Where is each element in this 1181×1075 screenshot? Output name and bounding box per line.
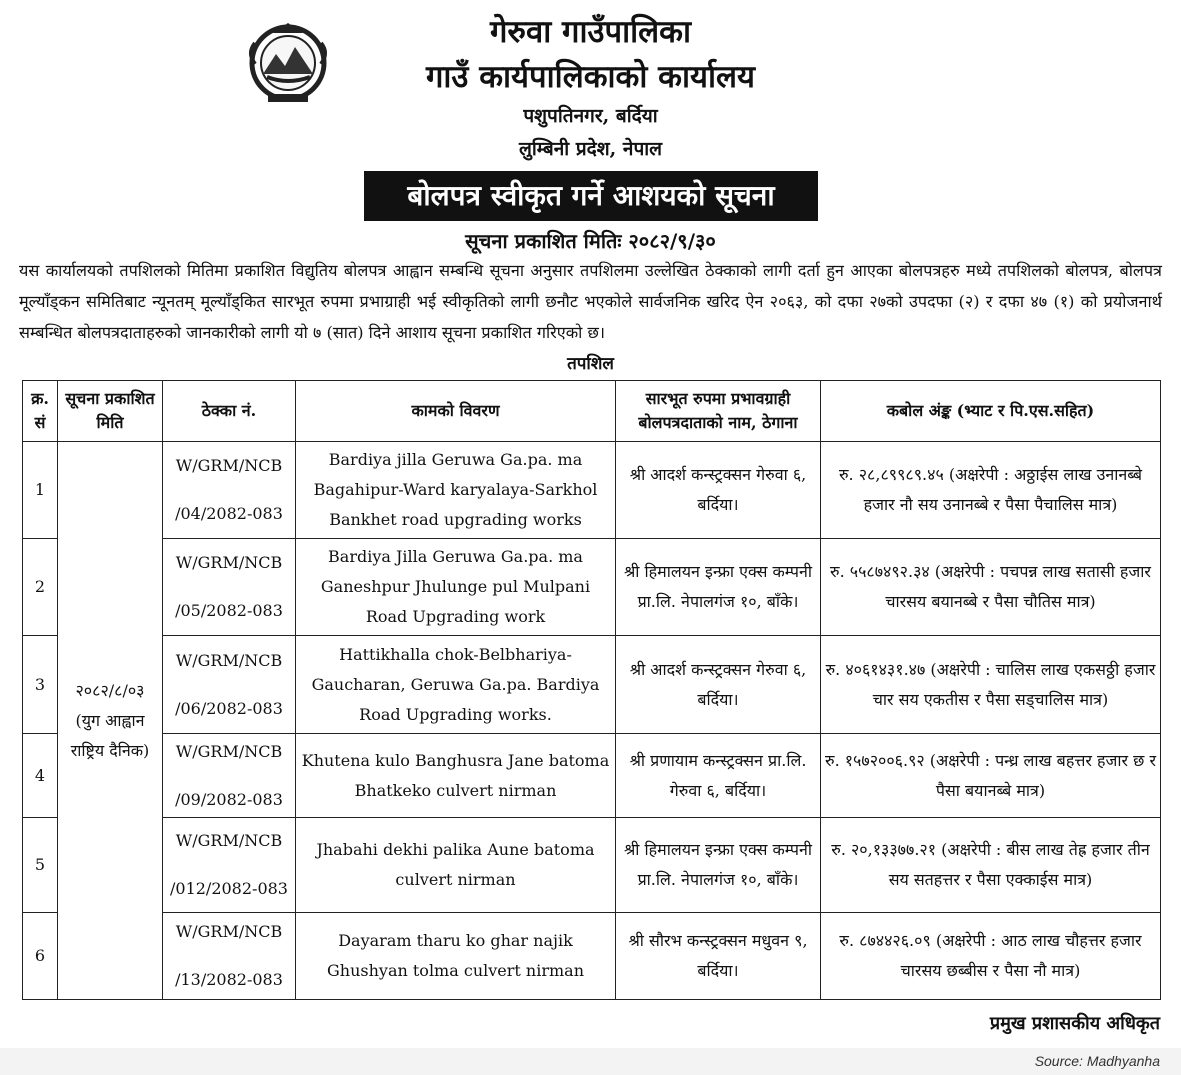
work-description-cell: Khutena kulo Banghusra Jane batoma Bhatkeko culvert nirman [296, 734, 616, 818]
source-note: Source: Madhyanha [1034, 1053, 1160, 1069]
contract-cell [163, 539, 296, 636]
contract-suffix: /05/2082-083 [175, 601, 283, 620]
contract-suffix: /012/2082-083 [170, 879, 288, 898]
header-bidder: सारभूत रुपमा प्रभावग्राही बोलपत्रदाताको नाम, ठेगाना [616, 381, 821, 442]
contract-prefix: W/GRM/NCB [175, 831, 283, 850]
contract-prefix: W/GRM/NCB [175, 553, 283, 572]
bidder-cell: श्री आदर्श कन्स्ट्रक्सन गेरुवा ६, बर्दिया। [616, 636, 821, 734]
contract-cell [163, 734, 296, 818]
bidder-cell: श्री सौरभ कन्स्ट्रक्सन मधुवन ९, बर्दिया। [616, 913, 821, 1000]
bidder-cell: श्री प्रणायाम कन्स्ट्रक्सन प्रा.लि. गेरुवा ६, बर्दिया। [616, 734, 821, 818]
contract-suffix: /06/2082-083 [175, 698, 283, 718]
work-description-cell: Bardiya jilla Geruwa Ga.pa. ma Bagahipur-Ward karyalaya-Sarkhol Bankhet road upgrading works [296, 442, 616, 539]
notice-title-banner: बोलपत्र स्वीकृत गर्ने आशयको सूचना [364, 171, 818, 221]
header-contract-no: ठेक्का नं. [163, 381, 296, 442]
contract-cell [163, 818, 296, 913]
contract-cell [163, 913, 296, 1000]
bidder-cell: श्री हिमालयन इन्फ्रा एक्स कम्पनी प्रा.लि. नेपालगंज १०, बाँके। [616, 539, 821, 636]
contract-suffix: /09/2082-083 [175, 789, 283, 809]
bid-amount-cell: रु. १५७२००६.९२ (अक्षरेपी : पन्ध्र लाख बहत्तर हजार छ र पैसा बयानब्बे मात्र) [821, 734, 1161, 818]
bid-amount-cell: रु. ४०६१४३१.४७ (अक्षरेपी : चालिस लाख एकसठ्ठी हजार चार सय एकतीस र पैसा सड्चालिस मात्र) [821, 636, 1161, 734]
header-notice-date: सूचना प्रकाशित मिति [58, 381, 163, 442]
bid-amount-cell: रु. ८७४४२६.०९ (अक्षरेपी : आठ लाख चौहत्तर हजार चारसय छब्बीस र पैसा नौ मात्र) [821, 913, 1161, 1000]
contract-prefix: W/GRM/NCB [175, 650, 283, 670]
table-row [23, 818, 1161, 913]
contract-suffix: /04/2082-083 [175, 504, 283, 523]
bidder-cell: श्री आदर्श कन्स्ट्रक्सन गेरुवा ६, बर्दिया। [616, 442, 821, 539]
intro-paragraph: यस कार्यालयको तपशिलको मितिमा प्रकाशित विद्युतिय बोलपत्र आह्वान सम्बन्धि सूचना अनुसार तपशिलमा उल्लेखित ठेक्काको लागी दर्ता हुन आएका बोलपत्रहरु मध्ये तपशिलको बोलपत्र, बोलपत्र मूल्यॉंड्कन समितिबाट न्यूनतम् मूल्यॉंड्कित सारभूत रुपमा प्रभाग्राही भई स्वीकृतिको लागी छनौट भएकोले सार्वजनिक खरिद ऐन २०६३, को दफा २७को उपदफा (२) र दफा ४७ (१) को प्रयोजनार्थ सम्बन्धित बोलपत्रदाताहरुको जानकारीको लागी यो ७ (सात) दिने आशाय सूचना प्रकाशित गरिएको छ। [19, 261, 1162, 342]
notice-date: २०८२/८/०३ [75, 680, 145, 700]
office-address-line-2: लुम्बिनी प्रदेश, नेपाल [518, 138, 663, 160]
shared-notice-date-cell [58, 442, 163, 1000]
work-description-cell: Jhabahi dekhi palika Aune batoma culvert nirman [296, 818, 616, 913]
contract-prefix: W/GRM/NCB [175, 922, 283, 941]
header-work-description: कामको विवरण [296, 381, 616, 442]
bid-amount-cell: रु. २०,१३३७७.२१ (अक्षरेपी : बीस लाख तेह्र हजार तीन सय सतहत्तर र पैसा एक्काईस मात्र) [821, 818, 1161, 913]
office-name: गाउँ कार्यपालिकाको कार्यालय [425, 59, 756, 95]
table-row [23, 539, 1161, 636]
table-row [23, 442, 1161, 539]
award-schedule-table [22, 380, 1161, 1000]
serial-cell: 5 [23, 818, 58, 913]
contract-cell [163, 442, 296, 539]
municipality-name: गेरुवा गाउँपालिका [489, 14, 692, 50]
office-address-line-1: पशुपतिनगर, बर्दिया [523, 105, 658, 127]
header-bid-amount: कबोल अंङ्क (भ्याट र पि.एस.सहित) [821, 381, 1161, 442]
published-date: सूचना प्रकाशित मितिः २०८२/९/३० [465, 229, 716, 253]
newspaper-name: (युग आह्वान राष्ट्रिय दैनिक) [70, 710, 150, 760]
header-serial: क्र. सं [23, 381, 58, 442]
bid-amount-cell: रु. ५५८७४९२.३४ (अक्षरेपी : पचपन्न लाख सतासी हजार चारसय बयानब्बे र पैसा चौतिस मात्र) [821, 539, 1161, 636]
serial-cell: 2 [23, 539, 58, 636]
bid-amount-cell: रु. २८,८९९८९.४५ (अक्षरेपी : अठ्ठाईस लाख उनानब्बे हजार नौ सय उनानब्बे र पैसा पैचालिस मात्र) [821, 442, 1161, 539]
footer-band [0, 1048, 1181, 1075]
bidder-cell: श्री हिमालयन इन्फ्रा एक्स कम्पनी प्रा.लि. नेपालगंज १०, बाँके। [616, 818, 821, 913]
table-header-row [23, 381, 1161, 442]
officer-signature-title: प्रमुख प्रशासकीय अधिकृत [989, 1013, 1160, 1034]
table-row [23, 734, 1161, 818]
contract-cell [163, 636, 296, 734]
work-description-cell: Dayaram tharu ko ghar najik Ghushyan tolma culvert nirman [296, 913, 616, 1000]
schedule-heading: तपशिल [567, 354, 614, 374]
work-description-cell: Hattikhalla chok-Belbhariya-Gaucharan, Geruwa Ga.pa. Bardiya Road Upgrading works. [296, 636, 616, 734]
serial-cell: 6 [23, 913, 58, 1000]
contract-prefix: W/GRM/NCB [175, 741, 283, 761]
table-row [23, 913, 1161, 1000]
serial-cell: 1 [23, 442, 58, 539]
serial-cell: 3 [23, 636, 58, 734]
contract-suffix: /13/2082-083 [175, 970, 283, 989]
contract-prefix: W/GRM/NCB [175, 456, 283, 475]
work-description-cell: Bardiya Jilla Geruwa Ga.pa. ma Ganeshpur Jhulunge pul Mulpani Road Upgrading work [296, 539, 616, 636]
table-row [23, 636, 1161, 734]
serial-cell: 4 [23, 734, 58, 818]
